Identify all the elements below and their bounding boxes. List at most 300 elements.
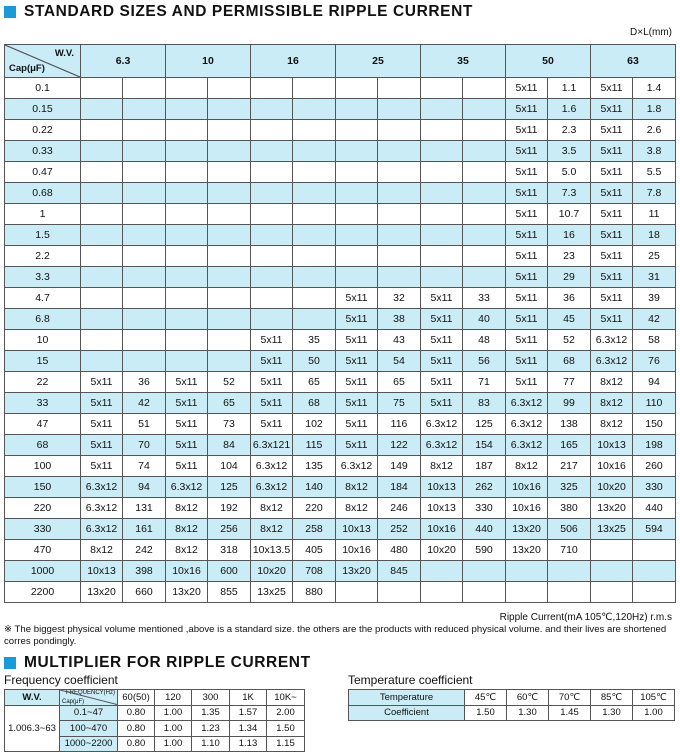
ripple-cell: 65	[208, 393, 251, 414]
table-header-row	[5, 45, 676, 78]
size-cell	[251, 120, 293, 141]
size-cell: 5x11	[506, 246, 548, 267]
size-cell: 5x11	[166, 456, 208, 477]
size-cell	[336, 120, 378, 141]
size-cell	[81, 78, 123, 99]
ripple-cell: 115	[293, 435, 336, 456]
table-row	[5, 372, 676, 393]
ripple-cell: 35	[293, 330, 336, 351]
size-cell: 6.3x12	[81, 498, 123, 519]
freq-header-row	[5, 690, 305, 706]
size-cell: 5x11	[336, 435, 378, 456]
ripple-cell	[463, 183, 506, 204]
ripple-cell	[208, 246, 251, 267]
size-cell	[336, 582, 378, 603]
size-cell: 8x12	[591, 372, 633, 393]
ripple-cell	[123, 309, 166, 330]
ripple-cell	[123, 204, 166, 225]
coef-value: 1.00	[633, 705, 675, 721]
cap-cell: 1.5	[5, 225, 81, 246]
size-cell: 8x12	[336, 477, 378, 498]
freq-corner-header	[60, 690, 118, 706]
size-cell: 6.3x12	[506, 435, 548, 456]
ripple-cell	[293, 183, 336, 204]
ripple-cell: 330	[633, 477, 676, 498]
ripple-cell	[548, 561, 591, 582]
size-cell	[251, 99, 293, 120]
size-cell	[251, 288, 293, 309]
ripple-cell: 5.0	[548, 162, 591, 183]
cap-cell: 22	[5, 372, 81, 393]
size-cell	[421, 582, 463, 603]
table-row	[5, 540, 676, 561]
ripple-cell: 506	[548, 519, 591, 540]
ripple-cell: 65	[378, 372, 421, 393]
size-cell: 5x11	[81, 414, 123, 435]
ripple-cell: 122	[378, 435, 421, 456]
size-cell	[336, 78, 378, 99]
ripple-cell	[208, 225, 251, 246]
size-cell	[421, 183, 463, 204]
size-cell: 6.3x12	[336, 456, 378, 477]
size-cell: 5x11	[591, 246, 633, 267]
ripple-cell	[463, 225, 506, 246]
table-row	[5, 456, 676, 477]
size-cell: 13x20	[591, 498, 633, 519]
size-cell: 10x13	[336, 519, 378, 540]
freq-coef-cell: 1.34	[230, 721, 267, 737]
table-row	[5, 561, 676, 582]
ripple-cell: 125	[208, 477, 251, 498]
size-cell	[251, 78, 293, 99]
size-cell: 5x11	[81, 435, 123, 456]
ripple-cell	[293, 120, 336, 141]
cap-cell: 220	[5, 498, 81, 519]
size-cell: 5x11	[251, 414, 293, 435]
size-cell	[591, 582, 633, 603]
size-cell: 5x11	[251, 372, 293, 393]
ripple-cell: 116	[378, 414, 421, 435]
size-cell: 5x11	[81, 372, 123, 393]
ripple-cell: 51	[123, 414, 166, 435]
table-row	[5, 183, 676, 204]
ripple-cell	[208, 267, 251, 288]
size-cell	[336, 267, 378, 288]
size-cell: 8x12	[506, 456, 548, 477]
size-cell	[166, 162, 208, 183]
ripple-cell: 1.6	[548, 99, 591, 120]
size-cell: 5x11	[166, 393, 208, 414]
ripple-cell	[633, 582, 676, 603]
voltage-header: 10	[166, 45, 251, 78]
table-row	[5, 120, 676, 141]
size-cell: 6.3x12	[81, 477, 123, 498]
ripple-cell: 149	[378, 456, 421, 477]
size-cell: 6.3x12	[81, 519, 123, 540]
size-cell: 6.3x12	[251, 456, 293, 477]
freq-header-cell: 60(50)	[118, 690, 155, 706]
size-cell: 5x11	[506, 99, 548, 120]
temp-coef-row	[349, 705, 675, 721]
ripple-cell	[293, 225, 336, 246]
size-cell: 5x11	[166, 372, 208, 393]
cap-cell: 1000	[5, 561, 81, 582]
ripple-cell	[293, 288, 336, 309]
size-cell	[166, 204, 208, 225]
ripple-cell: 16	[548, 225, 591, 246]
size-cell: 5x11	[591, 288, 633, 309]
size-cell	[421, 267, 463, 288]
ripple-cell	[463, 246, 506, 267]
ripple-cell	[378, 162, 421, 183]
ripple-cell: 73	[208, 414, 251, 435]
size-cell	[421, 120, 463, 141]
size-cell	[166, 330, 208, 351]
temp-label: Temperature	[349, 690, 465, 706]
size-cell	[81, 204, 123, 225]
ripple-cell: 76	[633, 351, 676, 372]
section-marker	[4, 657, 16, 669]
cap-cell: 0.68	[5, 183, 81, 204]
cap-cell: 47	[5, 414, 81, 435]
size-cell: 10x13	[421, 498, 463, 519]
ripple-cell: 855	[208, 582, 251, 603]
cap-cell: 0.15	[5, 99, 81, 120]
ripple-cell	[123, 288, 166, 309]
size-cell: 6.3x12	[166, 477, 208, 498]
size-cell: 5x11	[506, 78, 548, 99]
size-cell: 6.3x12	[421, 435, 463, 456]
ripple-cell	[293, 267, 336, 288]
freq-header-cell: 10K~	[267, 690, 305, 706]
freq-coef-cell: 1.13	[230, 736, 267, 752]
ripple-cell: 52	[208, 372, 251, 393]
ripple-cell	[378, 582, 421, 603]
ripple-cell	[463, 162, 506, 183]
size-cell	[336, 204, 378, 225]
size-cell: 5x11	[506, 330, 548, 351]
temp-value: 85℃	[591, 690, 633, 706]
ripple-cell: 83	[463, 393, 506, 414]
ripple-cell	[123, 351, 166, 372]
ripple-cell: 318	[208, 540, 251, 561]
size-cell: 10x13.5	[251, 540, 293, 561]
ripple-cell	[378, 120, 421, 141]
ripple-cell: 7.8	[633, 183, 676, 204]
size-cell	[166, 141, 208, 162]
size-cell	[506, 582, 548, 603]
ripple-cell	[378, 99, 421, 120]
ripple-current-table	[4, 44, 676, 603]
ripple-cell	[208, 78, 251, 99]
ripple-cell: 258	[293, 519, 336, 540]
ripple-cell	[208, 183, 251, 204]
size-cell: 5x11	[506, 141, 548, 162]
size-cell	[251, 309, 293, 330]
size-cell: 13x20	[166, 582, 208, 603]
ripple-cell	[208, 309, 251, 330]
cap-label: Cap(μF)	[9, 63, 45, 74]
ripple-cell	[548, 582, 591, 603]
ripple-cell: 708	[293, 561, 336, 582]
size-cell	[81, 162, 123, 183]
size-cell: 5x11	[336, 393, 378, 414]
size-cell: 6.3x12	[251, 477, 293, 498]
freq-cap-range: 1000~2200	[60, 736, 118, 752]
freq-header-cell: 120	[155, 690, 192, 706]
size-cell: 13x25	[591, 519, 633, 540]
ripple-cell	[378, 204, 421, 225]
size-cell: 5x11	[591, 267, 633, 288]
ripple-cell: 660	[123, 582, 166, 603]
table-row	[5, 330, 676, 351]
size-cell	[251, 141, 293, 162]
size-cell	[166, 288, 208, 309]
ripple-cell: 3.8	[633, 141, 676, 162]
ripple-cell: 154	[463, 435, 506, 456]
ripple-cell	[293, 246, 336, 267]
ripple-cell: 2.6	[633, 120, 676, 141]
size-cell: 5x11	[251, 393, 293, 414]
size-cell: 5x11	[421, 393, 463, 414]
ripple-cell: 845	[378, 561, 421, 582]
ripple-cell: 880	[293, 582, 336, 603]
ripple-cell: 77	[548, 372, 591, 393]
table-row	[5, 246, 676, 267]
size-cell	[251, 246, 293, 267]
size-cell	[166, 246, 208, 267]
ripple-cell: 256	[208, 519, 251, 540]
size-cell	[336, 99, 378, 120]
size-cell	[166, 225, 208, 246]
freq-header-cell: 1K	[230, 690, 267, 706]
size-cell	[81, 330, 123, 351]
wv-label: W.V.	[54, 48, 74, 59]
size-cell	[336, 246, 378, 267]
temperature-coefficient-table	[348, 689, 675, 721]
size-cell	[166, 78, 208, 99]
table-row	[5, 414, 676, 435]
freq-coef-cell: 0.80	[118, 721, 155, 737]
size-cell: 5x11	[336, 309, 378, 330]
freq-coef-cell: 1.50	[267, 721, 305, 737]
size-cell: 10x13	[591, 435, 633, 456]
size-cell: 5x11	[506, 309, 548, 330]
ripple-cell: 217	[548, 456, 591, 477]
size-cell	[251, 225, 293, 246]
size-cell: 5x11	[336, 288, 378, 309]
size-cell: 6.3x121	[251, 435, 293, 456]
size-cell: 5x11	[506, 204, 548, 225]
ripple-cell: 32	[378, 288, 421, 309]
temperature-title: Temperature coefficient	[348, 673, 473, 687]
table-row	[5, 477, 676, 498]
table-row	[5, 309, 676, 330]
ripple-cell: 68	[548, 351, 591, 372]
ripple-cell: 138	[548, 414, 591, 435]
coef-value: 1.30	[591, 705, 633, 721]
ripple-cell: 33	[463, 288, 506, 309]
size-cell	[336, 141, 378, 162]
cap-cell: 100	[5, 456, 81, 477]
ripple-cell: 165	[548, 435, 591, 456]
size-cell: 5x11	[591, 183, 633, 204]
cap-cell: 15	[5, 351, 81, 372]
ripple-cell	[463, 582, 506, 603]
freq-wv-label: W.V.	[5, 690, 60, 706]
size-cell: 6.3x12	[421, 414, 463, 435]
size-cell: 5x11	[81, 393, 123, 414]
size-cell: 5x11	[421, 372, 463, 393]
size-cell: 8x12	[81, 540, 123, 561]
size-cell	[421, 99, 463, 120]
size-cell	[81, 351, 123, 372]
ripple-cell: 187	[463, 456, 506, 477]
size-cell	[421, 225, 463, 246]
unit-note: D×L(mm)	[630, 27, 672, 38]
ripple-cell: 18	[633, 225, 676, 246]
freq-coef-cell: 1.10	[192, 736, 230, 752]
freq-coef-cell: 2.00	[267, 705, 305, 721]
size-cell: 10x13	[421, 477, 463, 498]
cap-cell: 4.7	[5, 288, 81, 309]
ripple-cell	[208, 330, 251, 351]
size-cell: 5x11	[591, 99, 633, 120]
size-cell: 13x20	[336, 561, 378, 582]
ripple-cell	[208, 141, 251, 162]
size-cell: 5x11	[506, 372, 548, 393]
ripple-cell: 94	[633, 372, 676, 393]
ripple-cell: 104	[208, 456, 251, 477]
frequency-coefficient-table	[4, 689, 305, 752]
size-cell: 5x11	[421, 330, 463, 351]
temp-value: 45℃	[465, 690, 507, 706]
ripple-cell: 23	[548, 246, 591, 267]
ripple-cell	[123, 225, 166, 246]
size-cell: 5x11	[591, 309, 633, 330]
cap-cell: 2.2	[5, 246, 81, 267]
table-row	[5, 435, 676, 456]
size-cell: 13x20	[506, 519, 548, 540]
table-row	[5, 288, 676, 309]
size-cell	[81, 141, 123, 162]
table-row	[5, 519, 676, 540]
freq-wv-value: 1.006.3~63	[5, 705, 60, 752]
ripple-cell: 38	[378, 309, 421, 330]
size-cell	[81, 99, 123, 120]
ripple-cell: 260	[633, 456, 676, 477]
frequency-title: Frequency coefficient	[4, 673, 118, 687]
size-cell	[421, 141, 463, 162]
ripple-cell	[208, 162, 251, 183]
voltage-header: 50	[506, 45, 591, 78]
freq-coef-cell: 1.00	[155, 705, 192, 721]
ripple-cell	[293, 141, 336, 162]
size-cell: 5x11	[591, 225, 633, 246]
coef-value: 1.30	[507, 705, 549, 721]
size-cell: 10x20	[251, 561, 293, 582]
ripple-cell	[463, 561, 506, 582]
size-cell	[591, 561, 633, 582]
ripple-cell	[123, 183, 166, 204]
size-cell: 6.3x12	[506, 393, 548, 414]
ripple-cell	[378, 246, 421, 267]
ripple-cell: 1.1	[548, 78, 591, 99]
ripple-cell	[463, 204, 506, 225]
size-cell	[336, 162, 378, 183]
ripple-cell: 70	[123, 435, 166, 456]
ripple-cell	[123, 246, 166, 267]
cap-cell: 150	[5, 477, 81, 498]
ripple-cell: 50	[293, 351, 336, 372]
voltage-header: 63	[591, 45, 676, 78]
ripple-cell	[293, 204, 336, 225]
size-cell	[166, 120, 208, 141]
size-cell	[251, 204, 293, 225]
size-cell	[166, 99, 208, 120]
ripple-cell	[123, 141, 166, 162]
ripple-cell	[378, 183, 421, 204]
cap-cell: 3.3	[5, 267, 81, 288]
size-cell: 10x13	[81, 561, 123, 582]
size-cell: 5x11	[591, 120, 633, 141]
ripple-cell: 52	[548, 330, 591, 351]
section-title: STANDARD SIZES AND PERMISSIBLE RIPPLE CURRENT	[24, 3, 473, 20]
table-row	[5, 204, 676, 225]
ripple-cell: 1.8	[633, 99, 676, 120]
freq-cap-range: 100~470	[60, 721, 118, 737]
ripple-cell: 84	[208, 435, 251, 456]
ripple-cell: 262	[463, 477, 506, 498]
size-cell	[421, 162, 463, 183]
ripple-cell: 590	[463, 540, 506, 561]
size-cell	[421, 204, 463, 225]
section-header-standard	[4, 3, 473, 21]
ripple-cell: 398	[123, 561, 166, 582]
size-cell	[166, 267, 208, 288]
table-row	[5, 99, 676, 120]
ripple-cell: 36	[548, 288, 591, 309]
size-cell: 5x11	[336, 414, 378, 435]
ripple-cell	[208, 288, 251, 309]
size-cell	[81, 120, 123, 141]
size-cell: 10x16	[166, 561, 208, 582]
ripple-cell: 330	[463, 498, 506, 519]
ripple-cell: 54	[378, 351, 421, 372]
table-row	[5, 498, 676, 519]
ripple-cell: 43	[378, 330, 421, 351]
coef-value: 1.45	[549, 705, 591, 721]
size-cell: 5x11	[251, 351, 293, 372]
ripple-cell: 325	[548, 477, 591, 498]
size-cell: 10x20	[591, 477, 633, 498]
freq-coef-cell: 1.57	[230, 705, 267, 721]
size-cell	[166, 351, 208, 372]
size-cell	[506, 561, 548, 582]
size-cell	[336, 183, 378, 204]
ripple-cell: 198	[633, 435, 676, 456]
section-header-multiplier	[4, 654, 311, 672]
ripple-cell: 74	[123, 456, 166, 477]
temp-value: 70℃	[549, 690, 591, 706]
voltage-header: 25	[336, 45, 421, 78]
voltage-header: 6.3	[81, 45, 166, 78]
temp-value: 60℃	[507, 690, 549, 706]
ripple-cell	[463, 267, 506, 288]
size-cell: 5x11	[166, 435, 208, 456]
ripple-cell: 135	[293, 456, 336, 477]
cap-cell: 470	[5, 540, 81, 561]
